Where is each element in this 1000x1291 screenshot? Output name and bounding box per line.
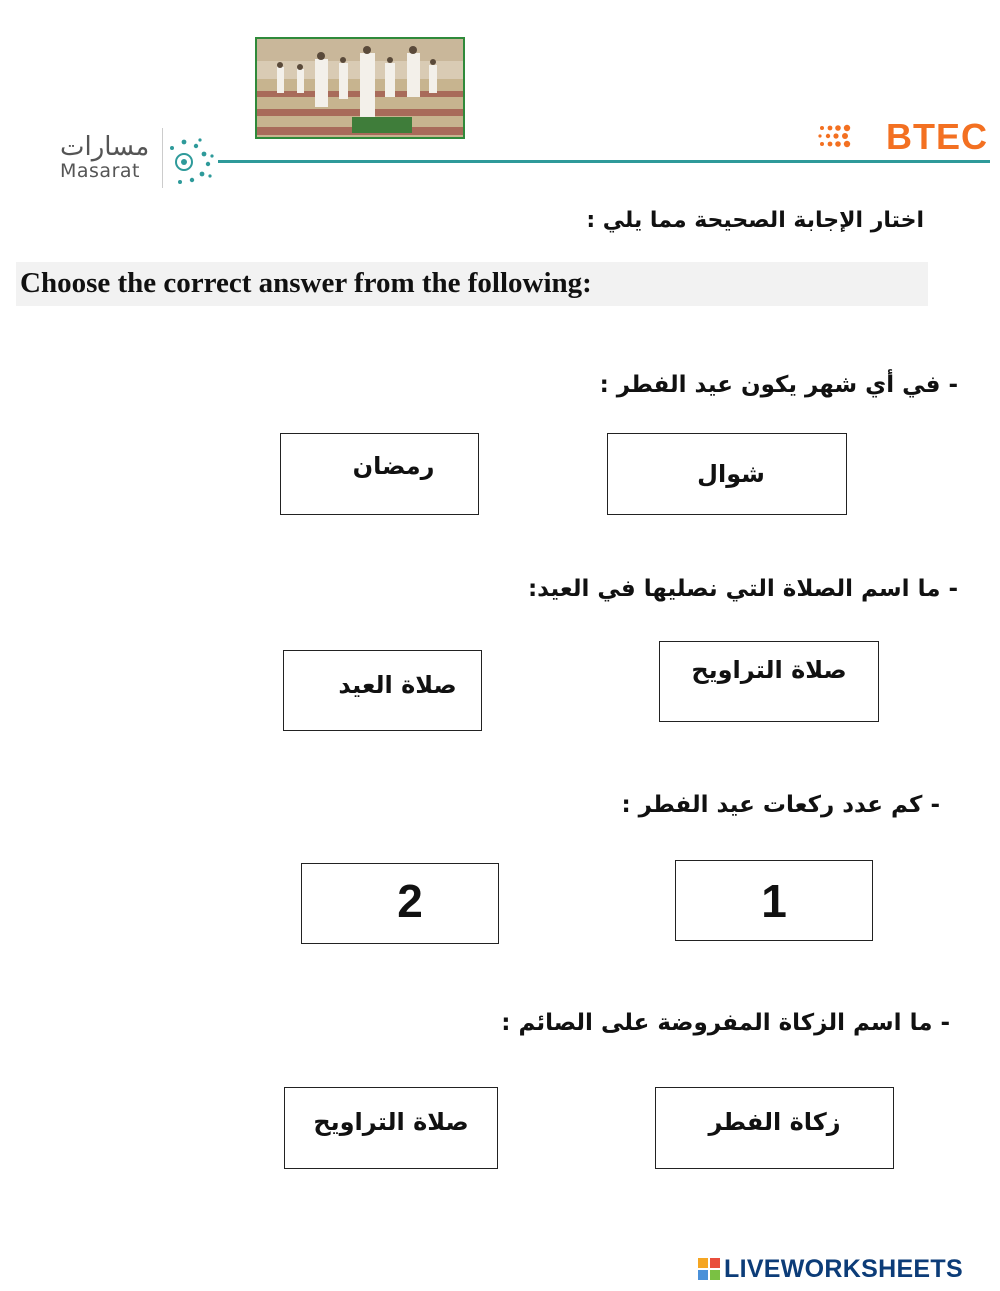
instruction-arabic: اختار الإجابة الصحيحة مما يلي :: [586, 208, 924, 233]
liveworksheets-logo: [698, 1254, 963, 1284]
header-divider: [218, 160, 990, 163]
instruction-english: Choose the correct answer from the following:: [20, 267, 592, 299]
logo-divider: [162, 128, 163, 188]
question-4: - ما اسم الزكاة المفروضة على الصائم :: [501, 1010, 950, 1036]
masarat-logo-latin: Masarat: [60, 160, 140, 182]
liveworksheets-icon: [698, 1258, 720, 1280]
q1-option-shawwal[interactable]: شوال: [607, 433, 847, 515]
q2-option-taraweeh[interactable]: صلاة التراويح: [659, 641, 879, 722]
question-3: - كم عدد ركعات عيد الفطر :: [621, 792, 940, 818]
q4-option-taraweeh[interactable]: صلاة التراويح: [284, 1087, 498, 1169]
masarat-logo: [52, 128, 222, 190]
btec-logo: [816, 116, 992, 160]
question-2: - ما اسم الصلاة التي نصليها في العيد:: [527, 576, 958, 602]
q4-option-zakat-al-fitr[interactable]: زكاة الفطر: [655, 1087, 894, 1169]
q1-option-ramadan[interactable]: رمضان: [280, 433, 479, 515]
btec-dots-icon: [816, 120, 856, 152]
question-1: - في أي شهر يكون عيد الفطر :: [599, 372, 958, 398]
btec-wordmark: BTEC: [886, 116, 988, 157]
q3-option-2[interactable]: 2: [301, 863, 499, 944]
gear-icon: [164, 134, 216, 188]
q2-option-eid-prayer[interactable]: صلاة العيد: [283, 650, 482, 731]
liveworksheets-wordmark: LIVEWORKSHEETS: [724, 1254, 963, 1283]
masarat-logo-arabic: مسارات: [60, 132, 150, 162]
q3-option-1[interactable]: 1: [675, 860, 873, 941]
mosque-prayer-photo: [255, 37, 465, 139]
